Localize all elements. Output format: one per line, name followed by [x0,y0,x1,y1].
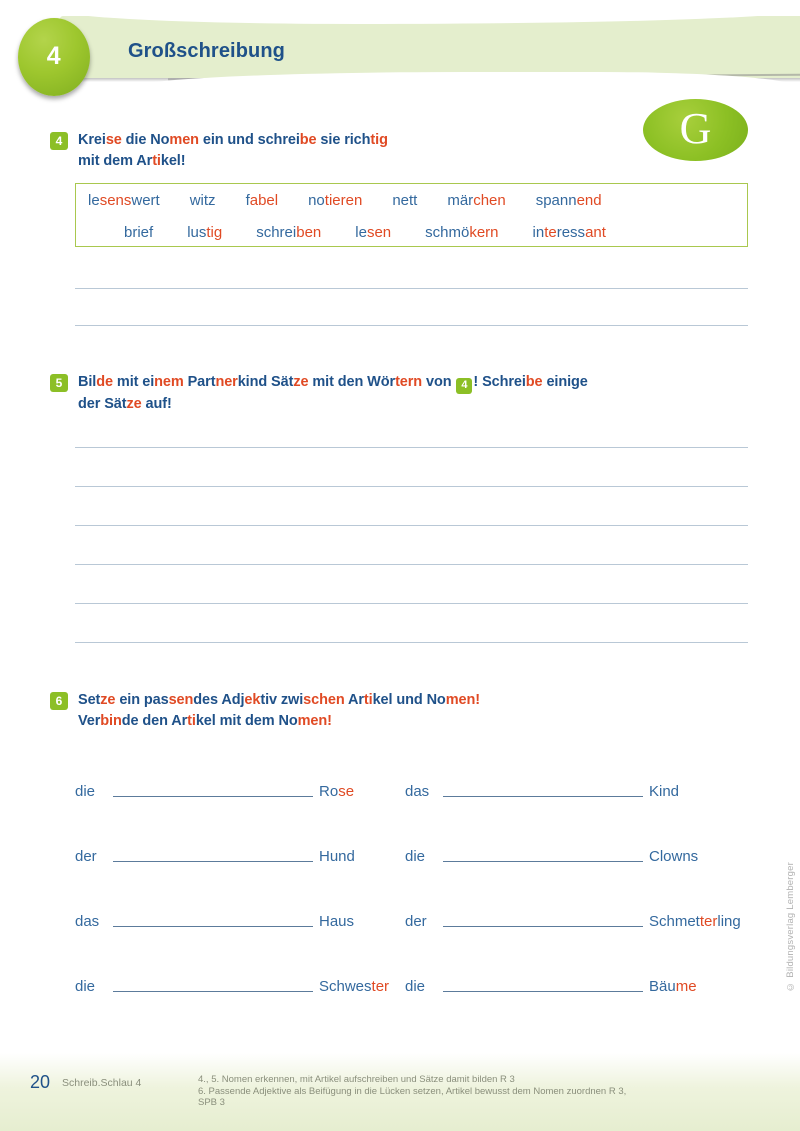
noun-label [649,978,697,995]
page-number: 20 [30,1072,51,1092]
text-run: ät [113,395,127,412]
exercise-5-instruction [78,372,760,415]
text-run: ant [585,223,606,241]
text-run: von [422,374,456,390]
exercise-4-instruction-line2 [78,151,750,172]
article-label: der [405,913,427,930]
word-bank-word[interactable] [187,224,222,241]
text-run: kind S [237,374,281,390]
answer-line[interactable] [75,603,748,604]
text-run: ter [371,978,390,995]
text-run: sen [168,692,194,708]
text-run: tieren [324,191,363,209]
exercise-4-number: 4 [50,132,68,150]
text-run: die [121,132,151,148]
word-bank-word[interactable] [355,224,391,241]
text-run: ti [363,692,373,708]
footer-description [198,1074,626,1109]
text-run: Ar [344,692,364,708]
word-bank-word[interactable] [447,192,505,209]
adjective-blank[interactable] [443,783,643,797]
noun-label [319,978,389,995]
text-run: me [675,978,697,995]
text-run: men! [297,713,332,729]
text-run: ben [296,223,322,241]
word-bank-word[interactable] [308,192,362,209]
exercise-6 [50,690,750,732]
adjective-blank[interactable] [443,913,643,927]
noun-label [319,913,354,930]
article-label: die [405,848,426,865]
word-bank-box [75,183,748,247]
adjective-blank[interactable] [113,913,313,927]
noun-label [649,913,741,930]
chapter-number-label: 4 [46,41,62,70]
text-run: sens [99,191,132,209]
text-run: ter [699,913,718,930]
noun-label [319,848,355,865]
text-run: be [299,132,317,148]
text-run: kel und No [372,692,446,708]
text-run: spann [535,191,577,209]
exercise-6-instruction-line1 [78,690,750,711]
text-run: schrei [256,223,297,241]
footer-description-line-1: 4., 5. Nomen erkennen, mit Artikel aufschreiben und Sätze damit bilden R 3 [198,1074,515,1085]
text-run: no [308,191,325,209]
text-run: Set [78,692,101,708]
text-run: wert [131,191,160,209]
text-run: Ro [319,783,339,800]
text-run: lus [187,223,207,241]
article-noun-pair [75,978,389,995]
text-run: Kind [649,783,680,800]
chapter-number-badge [18,18,90,96]
article-label: die [75,783,96,800]
article-noun-pair [405,848,698,865]
text-run: sen [366,223,392,241]
word-bank-word[interactable] [246,192,279,209]
text-run: Haus [319,913,355,930]
text-run: mit ei [112,374,155,390]
text-run: ti [187,713,196,729]
answer-line[interactable] [75,288,748,289]
answer-line[interactable] [75,486,748,487]
book-title: Schreib.Schlau 4 [62,1077,142,1089]
article-label: der [75,848,97,865]
word-bank-word[interactable] [88,192,160,209]
exercise-5-instruction-line2 [78,394,760,415]
text-run: schmö [425,223,470,241]
text-run: Bil [78,374,97,390]
word-bank-row-1 [76,184,747,216]
noun-label [319,783,354,800]
exercise-6-number: 6 [50,692,68,710]
text-run: Ver [78,713,101,729]
text-run: be [525,374,543,390]
page-title: Großschreibung [128,40,285,62]
text-run: ein pas [115,692,169,708]
exercise-6-instruction-line2 [78,711,750,732]
text-run: ze [126,395,142,412]
word-bank-word[interactable] [256,224,321,241]
adjective-blank[interactable] [443,978,643,992]
text-run: Krei [78,132,106,148]
footer-description-line-3: SPB 3 [198,1097,225,1108]
word-bank-word[interactable] [425,224,498,241]
text-run: in [532,223,545,241]
text-run: Part [183,374,216,390]
text-run: ress [556,223,586,241]
article-noun-pair [405,913,741,930]
word-bank-word[interactable] [392,192,417,209]
article-label: die [75,978,96,995]
text-run: kern [469,223,499,241]
exercise-5 [50,372,760,415]
text-run: ! Schrei [473,374,526,390]
noun-label [649,783,679,800]
text-run: le [355,223,367,241]
article-label: das [405,783,430,800]
adjective-blank[interactable] [443,848,643,862]
text-run: nem [154,374,184,390]
text-run: te [544,223,557,241]
text-run: tiv zwi [260,692,304,708]
text-run: des Adj [193,692,245,708]
article-label: die [405,978,426,995]
adjective-blank[interactable] [113,978,313,992]
word-bank-word[interactable] [536,192,602,209]
exercise-6-instruction [78,690,750,732]
text-run: tig [206,223,223,241]
text-run: le [88,191,100,209]
text-run: ein und schrei [198,132,300,148]
article-noun-pair [75,913,354,930]
exercise-5-instruction-line1 [78,372,760,394]
text-run: de den Ar [121,713,188,729]
text-run: sie rich [316,132,371,148]
text-run: men [169,132,199,148]
text-run: ling [717,913,741,930]
text-run: mit den Wör [308,374,396,390]
article-label: das [75,913,100,930]
text-run: Schwes [319,978,372,995]
answer-line[interactable] [75,447,748,448]
text-run: abel [249,191,279,209]
text-run: Schmet [649,913,700,930]
answer-line[interactable] [75,325,748,326]
article-noun-pair [405,978,697,995]
text-run: mär [447,191,474,209]
word-bank-word[interactable] [533,224,606,241]
exercise-4-instruction-line1 [78,130,750,151]
text-run: chen [473,191,506,209]
article-noun-pair [405,783,679,800]
text-run: nett [392,191,418,209]
text-run: kel! [160,153,186,169]
text-run: bin [100,713,122,729]
grammar-badge-letter: G [679,103,712,153]
text-run: mit dem Ar [78,153,153,169]
text-run: Hund [319,848,355,865]
text-run: kel mit dem No [195,713,298,729]
text-run: ze [293,374,309,390]
text-run: auf! [141,395,172,412]
footer-description-line-2: 6. Passende Adjektive als Beifügung in die Lücken setzen, Artikel bewusst dem Nomen zuordnen R 3, [198,1085,627,1097]
word-bank-word[interactable] [190,192,216,209]
text-run: ät [280,374,294,390]
text-run: brief [124,223,154,241]
text-run: einige [542,374,588,390]
exercise-5-number: 5 [50,374,68,392]
text-run: No [150,132,170,148]
text-run: witz [189,191,216,209]
answer-line[interactable] [75,525,748,526]
adjective-blank[interactable] [113,783,313,797]
inline-exercise-reference-badge: 4 [456,378,472,394]
exercise-4 [50,130,750,172]
text-run: der S [78,395,114,412]
text-run: ner [215,374,238,390]
copyright-notice: © Bildungsverlag Lemberger [785,862,796,992]
article-noun-pair [75,848,355,865]
text-run: end [576,191,602,209]
word-bank-word[interactable] [124,224,153,241]
article-noun-pair [75,783,354,800]
text-run: Clowns [649,848,699,865]
noun-label [649,848,698,865]
text-run: men! [445,692,480,708]
text-run: ze [100,692,116,708]
text-run: tern [395,374,423,390]
text-run: se [338,783,355,800]
answer-line[interactable] [75,564,748,565]
text-run: de [96,374,113,390]
text-run: ek [244,692,261,708]
text-run: Bäu [649,978,676,995]
exercise-4-instruction [78,130,750,172]
text-run: f [245,191,250,209]
word-bank-row-2 [76,216,747,248]
text-run: tig [370,132,388,148]
adjective-blank[interactable] [113,848,313,862]
text-run: se [105,132,122,148]
text-run: ti [152,153,161,169]
answer-line[interactable] [75,642,748,643]
text-run: schen [303,692,345,708]
